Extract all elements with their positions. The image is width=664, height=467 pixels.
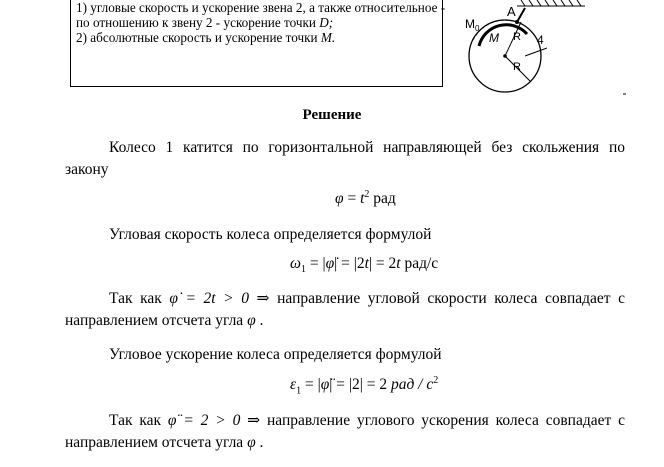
p5-text: направление углового ускорения колеса совпадает с направлением отсчета угла <box>65 412 625 451</box>
formula-epsilon-m2: | = |2| = 2 <box>329 376 391 394</box>
formula-omega-t2: t <box>396 255 401 272</box>
paragraph-1: Колесо 1 катится по горизонтальной направляющей без скольжения по закону <box>65 139 625 178</box>
formula-phi <box>335 189 396 208</box>
formula-epsilon-exp: 2 <box>433 375 439 386</box>
formula-omega-t: t <box>364 255 369 272</box>
formula-phi-eq: = <box>343 190 361 208</box>
formula-epsilon-m1: = | <box>301 376 321 394</box>
formula-omega-m1: = | <box>305 255 326 272</box>
p3-formula: φ̇ = 2t > 0 ⇒ <box>169 290 270 307</box>
point-a <box>515 20 519 24</box>
formula-omega-unit: рад/с <box>400 255 439 272</box>
formula-omega <box>290 255 438 275</box>
member-4 <box>525 48 547 56</box>
label-r-1: R <box>513 31 521 43</box>
formula-phi-unit: рад <box>369 190 396 208</box>
label-m: M <box>489 31 499 45</box>
formula-epsilon <box>290 375 438 396</box>
label-m0-sub: 0 <box>475 24 480 33</box>
p5-phi: φ <box>247 434 256 451</box>
formula-epsilon-unit: рад / с <box>390 376 434 394</box>
point-d: D; <box>319 15 334 30</box>
task-line-3 <box>76 30 444 45</box>
formula-omega-sub: 1 <box>300 264 306 276</box>
task-line-1: 1) угловые скорость и ускорение звена 2, а также относительное - <box>76 0 446 15</box>
p5-end: . <box>255 434 264 451</box>
p5-formula: φ̈ = 2 > 0 ⇒ <box>167 412 261 429</box>
task-line-3-text: 2) абсолютные скорость и ускорение точки <box>76 30 321 45</box>
p3-start: Так как <box>109 290 170 307</box>
formula-omega-m2: | = |2 <box>334 255 365 272</box>
center-point <box>503 54 507 58</box>
formula-omega-m3: | = 2 <box>368 255 397 272</box>
link-rod <box>517 8 525 22</box>
label-a: A <box>507 4 516 19</box>
formula-epsilon-phiddot: φ̈ <box>320 376 330 394</box>
paragraph-2: Угловая скорость колеса определяется формулой <box>109 226 432 243</box>
formula-epsilon-lhs: ε <box>290 376 297 394</box>
formula-phi-exp: 2 <box>364 189 370 200</box>
p3-phi: φ <box>247 312 256 329</box>
paragraph-5 <box>65 410 625 454</box>
formula-phi-symbol: φ <box>335 190 344 208</box>
point-m: M. <box>320 30 336 45</box>
task-line-2-text: по отношению к звену 2 - ускорение точки <box>76 15 320 30</box>
paragraph-3 <box>65 288 625 332</box>
formula-omega-phidot: φ̇ <box>325 255 335 272</box>
formula-phi-t: t <box>360 190 365 208</box>
p5-start: Так как <box>109 412 168 429</box>
solution-heading: Решение <box>302 107 362 123</box>
formula-epsilon-sub: 1 <box>296 385 302 397</box>
task-line-2 <box>76 15 444 30</box>
paragraph-4: Угловое ускорение колеса определяется формулой <box>109 346 442 363</box>
label-m0-main: M <box>465 17 475 31</box>
p3-text: направление угловой скорости колеса совпадает с направлением отсчета угла <box>65 290 626 329</box>
label-r-2: R <box>513 61 521 73</box>
ground-hatching <box>517 0 585 6</box>
label-4: 4 <box>537 33 544 47</box>
p3-end: . <box>255 312 264 329</box>
task-text <box>76 0 444 45</box>
label-m0 <box>465 17 480 33</box>
formula-omega-lhs: ω <box>290 255 301 272</box>
mechanism-figure <box>455 0 655 96</box>
